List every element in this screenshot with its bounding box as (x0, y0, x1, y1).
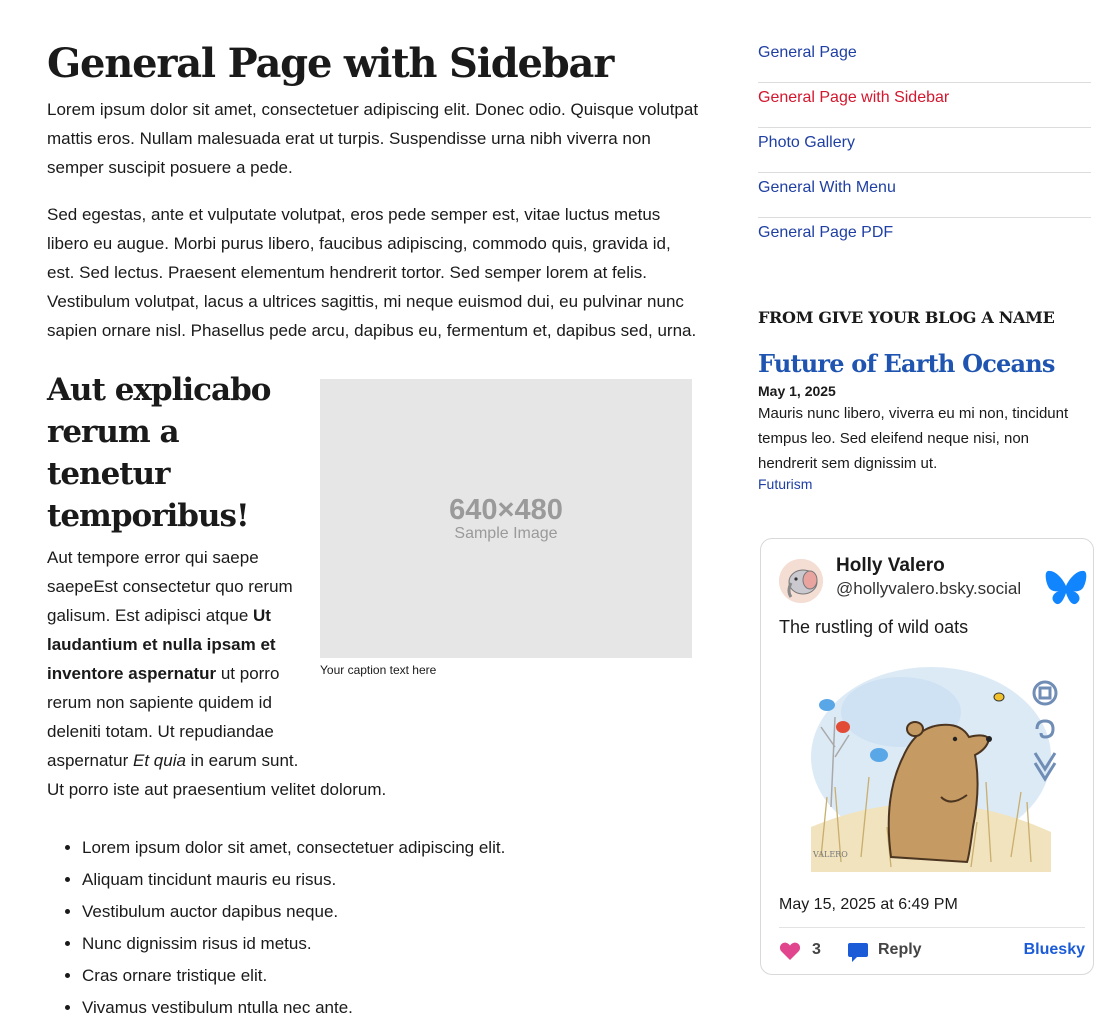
blog-post-excerpt: Mauris nunc libero, viverra eu mi non, tincidunt tempus leo. Sed eleifend neque nisi, non hendrerit sem dignissim ut. (758, 405, 1069, 472)
heart-icon[interactable] (779, 941, 801, 961)
list-item: • Cras ornare tristique elit. (82, 960, 702, 992)
image-caption: Your caption text here (320, 663, 437, 677)
blog-heading: FROM GIVE YOUR BLOG A NAME (758, 308, 1055, 327)
list-item: • Lorem ipsum dolor sit amet, consectetuer adipiscing elit. (82, 832, 702, 864)
image-signature: VALERO (813, 850, 848, 859)
page-title: General Page with Sidebar (47, 40, 614, 87)
section-heading: Aut explicabo rerum a tenetur temporibus! (47, 372, 271, 534)
bluesky-link[interactable]: Bluesky (1023, 941, 1085, 958)
section-text-start: Aut tempore error qui saepe saepeEst consectetur quo rerum galisum. Est adipisci atque (47, 548, 293, 625)
post-timestamp[interactable]: May 15, 2025 at 6:49 PM (779, 896, 958, 913)
list-item: • Vivamus vestibulum ntulla nec ante. (82, 992, 702, 1024)
card-divider (779, 927, 1085, 928)
second-paragraph: Sed egestas, ante et vulputate volutpat, eros pede semper est, vitae luctus metus libero eu augue. Morbi purus libero, faucibus adipiscing, commodo quis, gravida id, est. Sed lectus. Praesent elementum hendrerit tortor. Sed semper lorem at felis. Vestibulum volutpat, lacus a ultrices sagittis, mi neque euismod dui, eu pulvinar nunc sapien ornare nisl. Phasellus pede arcu, dapibus eu, fermentum et, dapibus sed, urna. (47, 205, 697, 340)
list-item: • Aliquam tincidunt mauris eu risus. (82, 864, 702, 896)
sample-image (320, 379, 692, 658)
nav-item-general-page[interactable]: General Page (758, 38, 1091, 83)
sample-figure (320, 379, 692, 677)
post-header (779, 555, 1079, 605)
section-text-italic: Et quia (133, 751, 186, 770)
blog-post-tag-link[interactable]: Futurism (758, 476, 813, 492)
sidebar-nav (758, 38, 1091, 262)
content-section (47, 369, 702, 804)
reply-bubble-icon[interactable] (847, 941, 869, 963)
section-text-mid: ut porro rerum non sapiente quidem id deleniti totam. Ut repudiandae aspernatur (47, 664, 280, 770)
image-label: Sample Image (454, 524, 558, 542)
section-text-bold: Ut laudantium et nulla ipsam et inventore aspernatur (47, 606, 276, 683)
sidebar (758, 38, 1091, 492)
bullet-list (47, 832, 702, 1024)
bluesky-post-card[interactable] (760, 538, 1094, 975)
main-content (47, 38, 702, 1024)
section-text (47, 543, 312, 775)
butterfly-icon[interactable] (1045, 569, 1087, 607)
image-size-text: 640×480 (449, 493, 563, 526)
list-item: • Nunc dignissim risus id metus. (82, 928, 702, 960)
post-actions (779, 939, 1085, 965)
list-item: • Vestibulum auctor dapibus neque. (82, 896, 702, 928)
nav-item-general-with-menu[interactable]: General With Menu (758, 173, 1091, 218)
like-count: 3 (812, 941, 821, 958)
reply-button[interactable]: Reply (878, 941, 922, 958)
section-tail-text: Ut porro iste aut praesentium velitet dolorum. (47, 780, 387, 799)
nav-item-general-page-pdf[interactable]: General Page PDF (758, 224, 894, 241)
post-text: The rustling of wild oats (779, 617, 969, 637)
author-name[interactable]: Holly Valero (836, 555, 945, 576)
section-text-end: in earum sunt. (185, 751, 299, 770)
nav-item-photo-gallery[interactable]: Photo Gallery (758, 128, 1091, 173)
avatar[interactable] (779, 559, 823, 603)
blog-post-date: May 1, 2025 (758, 383, 836, 399)
blog-post-title-link[interactable]: Future of Earth Oceans (758, 349, 1055, 378)
intro-paragraph: Lorem ipsum dolor sit amet, consectetuer adipiscing elit. Donec odio. Quisque volutpat mattis eros. Nullam malesuada erat ut turpis. Suspendisse urna nibh viverra non semper suscipit posuere a pede. (47, 100, 699, 177)
nav-item-general-page-with-sidebar[interactable]: General Page with Sidebar (758, 83, 1091, 128)
elephant-avatar-icon (779, 559, 823, 603)
author-handle[interactable]: @hollyvalero.bsky.social (836, 579, 1022, 598)
bear-illustration-image[interactable] (791, 657, 1071, 879)
